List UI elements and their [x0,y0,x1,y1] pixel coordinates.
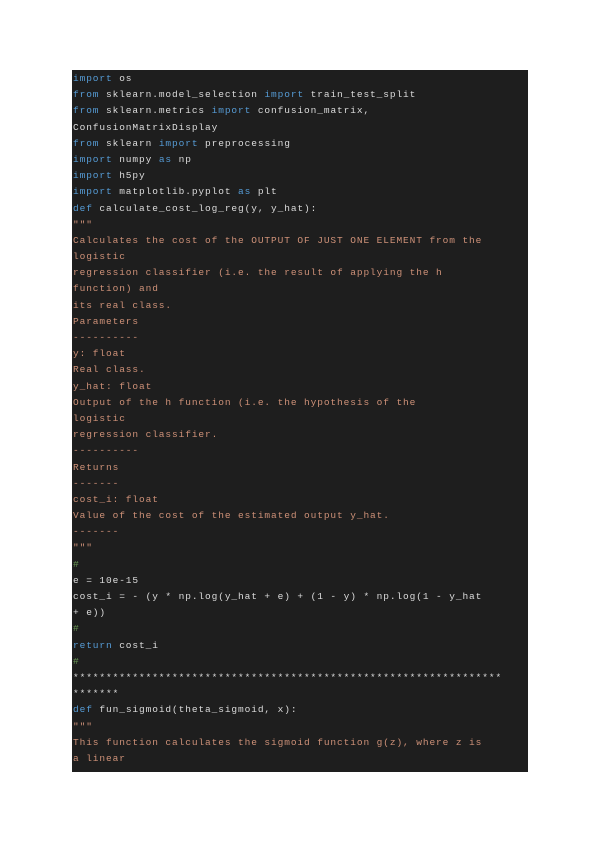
code-token-str: ------- [73,477,120,489]
code-token-plain: os [112,73,133,84]
code-line [73,379,528,395]
code-block [72,70,528,772]
code-token-str: a linear [73,752,126,764]
code-token-kw: import [264,89,305,101]
code-token-plain: e = 10e-15 [73,574,140,586]
code-token-str: Parameters [73,315,140,327]
code-line [73,249,528,265]
code-line [73,492,528,508]
code-token-str: Calculates the cost of the OUTPUT OF JUST ONE ELEMENT from the [73,234,483,246]
code-token-str: Real class. [73,364,146,376]
code-line [73,686,528,702]
code-token-str: cost_i: float [73,493,159,505]
code-token-str: ---------- [73,332,140,343]
code-token-plain: ******* [73,688,120,700]
code-line [73,152,528,168]
code-token-kw: import [211,105,252,117]
code-token-kw: import [158,137,199,149]
code-line [73,638,528,654]
code-token-kw: import [73,153,113,165]
code-line [73,168,528,184]
code-line [73,103,528,119]
code-token-plain: sklearn [99,137,159,149]
code-token-str: logistic [73,251,126,263]
code-line [73,443,528,459]
code-line [73,330,528,346]
code-token-kw: as [238,186,252,198]
code-token-kw: return [73,639,113,651]
code-line [73,233,528,249]
code-line [73,621,528,637]
code-line [73,71,528,87]
code-line [73,346,528,362]
code-token-kw: as [158,153,173,165]
code-line [73,702,528,718]
code-line [73,573,528,589]
code-line [73,87,528,103]
code-token-kw: import [73,73,113,84]
code-token-plain: matplotlib.pyplot [112,186,239,198]
code-line [73,136,528,152]
code-line [73,719,528,735]
code-token-str: y: float [73,348,126,360]
code-line [73,411,528,427]
code-line [73,217,528,233]
code-line [73,508,528,524]
code-line [73,557,528,573]
code-token-plain: cost_i = - (y * np.log(y_hat + e) + (1 - y) * np.log(1 - y_hat [73,591,483,602]
code-token-str: Value of the cost of the estimated output y_hat. [73,510,390,522]
code-line [73,184,528,200]
code-token-plain: + e)) [73,607,107,619]
code-token-str: """ [73,218,93,230]
code-token-kw: def [73,704,93,716]
code-line [73,362,528,378]
code-line [73,735,528,751]
code-token-plain: cost_i [112,639,159,651]
code-token-kw: from [73,89,100,101]
code-token-plain: preprocessing [198,137,291,149]
code-line [73,298,528,314]
code-token-str: function) and [73,283,159,295]
code-token-str: y_hat: float [73,380,153,392]
code-token-plain: h5py [112,170,146,182]
code-token-plain: calculate_cost_log_reg(y, y_hat): [92,202,318,214]
code-token-plain: train_test_split [304,89,417,101]
code-token-kw: import [73,186,113,198]
code-line [73,265,528,281]
code-token-str: regression classifier (i.e. the result of applying the h [73,267,443,279]
code-line [73,395,528,411]
code-token-plain: sklearn.model_selection [99,89,265,101]
code-line [73,314,528,330]
code-token-cmt: # [73,623,80,635]
code-line [73,654,528,670]
code-line [73,670,528,686]
code-line [73,605,528,621]
code-line [73,476,528,492]
code-token-plain: plt [251,186,278,198]
code-token-plain: ConfusionMatrixDisplay [73,121,219,133]
code-token-plain: ***************************************************************** [73,671,503,683]
code-token-kw: from [73,137,100,149]
code-line [73,281,528,297]
code-token-str: ------- [73,526,120,538]
code-line [73,201,528,217]
code-token-plain: fun_sigmoid(theta_sigmoid, x): [92,704,298,716]
code-token-cmt: # [73,558,80,570]
code-token-str: Returns [73,461,120,473]
code-token-str: """ [73,542,93,554]
code-token-kw: import [73,170,113,182]
code-token-str: """ [73,720,93,732]
code-token-kw: from [73,105,100,117]
code-line [73,427,528,443]
code-token-kw: def [73,202,93,214]
code-line [73,524,528,540]
code-token-str: This function calculates the sigmoid function g(z), where z is [73,736,483,748]
code-line [73,120,528,136]
code-token-str: ---------- [73,445,140,457]
code-token-str: regression classifier. [73,429,219,441]
code-token-plain: np [172,153,192,165]
code-token-str: logistic [73,412,126,424]
code-line [73,589,528,605]
code-line [73,460,528,476]
code-token-cmt: # [73,655,80,667]
code-token-str: its real class. [73,299,173,311]
code-line [73,540,528,556]
code-line [73,751,528,767]
code-token-plain: sklearn.metrics [99,105,212,117]
code-token-plain: confusion_matrix, [251,105,371,117]
code-token-str: Output of the h function (i.e. the hypothesis of the [73,396,417,408]
code-token-plain: numpy [112,153,159,165]
